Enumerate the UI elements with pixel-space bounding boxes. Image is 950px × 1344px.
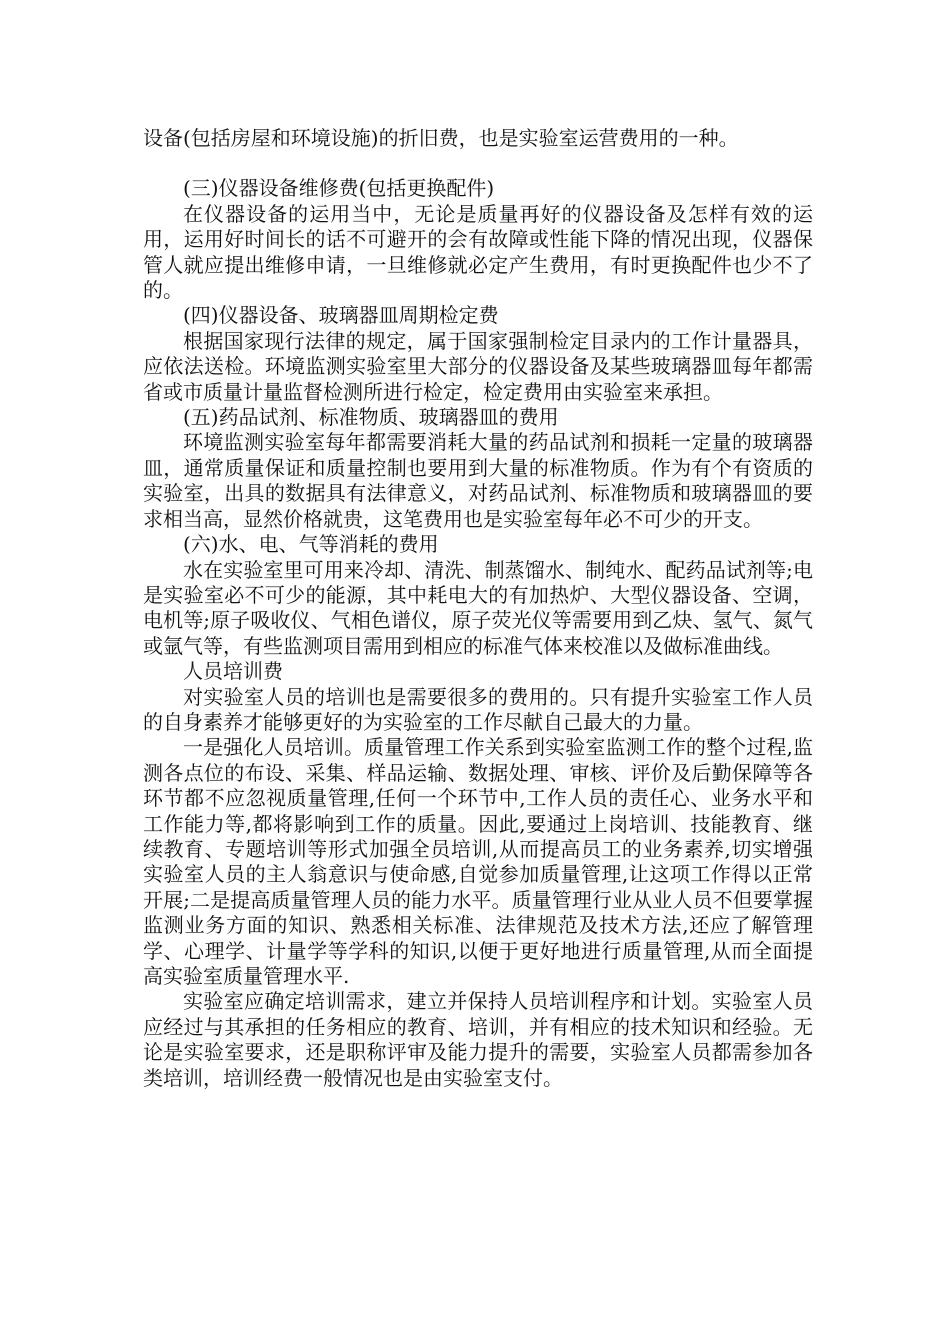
paragraph-equipment-maintenance: 在仪器设备的运用当中，无论是质量再好的仪器设备及怎样有效的运用，运用好时间长的话不可避开的会有故障或性能下降的情况出现，仪器保管人就应提出维修申请，一旦维修就必定产生费用，有时更换配件也少不了的。 [143, 201, 813, 303]
paragraph-utilities: 水在实验室里可用来冷却、清洗、制蒸馏水、制纯水、配药品试剂等;电是实验室必不可少的能源，其中耗电大的有加热炉、大型仪器设备、空调，电机等;原子吸收仪、气相色谱仪，原子荧光仪等需要用到乙炔、氢气、氮气或氩气等，有些监测项目需用到相应的标准气体来校准以及做标准曲线。 [143, 557, 813, 658]
paragraph-training-details: 一是强化人员培训。质量管理工作关系到实验室监测工作的整个过程,监测各点位的布设、采集、样品运输、数据处理、审核、评价及后勤保障等各环节都不应忽视质量管理,任何一个环节中,工作人员的责任心、业务水平和工作能力等,都将影响到工作的质量。因此,要通过上岗培训、技能教育、继续教育、专题培训等形式加强全员培训,从而提高员工的业务素养,切实增强实验室人员的主人翁意识与使命感,自觉参加质量管理,让这项工作得以正常开展;二是提高质量管理人员的能力水平。质量管理行业从业人员不但要掌握监测业务方面的知识、熟悉相关标准、法律规范及技术方法,还应了解管理学、心理学、计量学等学科的知识,以便于更好地进行质量管理,从而全面提高实验室质量管理水平. [143, 735, 813, 988]
paragraph-training-intro: 对实验室人员的培训也是需要很多的费用的。只有提升实验室工作人员的自身素养才能够更好的为实验室的工作尽献自己最大的力量。 [143, 684, 813, 734]
paragraph-depreciation: 设备(包括房屋和环境设施)的折旧费，也是实验室运营费用的一种。 [143, 126, 739, 150]
heading-reagents: (五)药品试剂、标准物质、玻璃器皿的费用 [183, 405, 559, 430]
heading-calibration-fee: (四)仪器设备、玻璃器皿周期检定费 [183, 303, 499, 328]
paragraph-training-requirements: 实验室应确定培训需求，建立并保持人员培训程序和计划。实验室人员应经过与其承担的任务相应的教育、培训，并有相应的技术知识和经验。无论是实验室要求，还是职称评审及能力提升的需要，实验室人员都需参加各类培训，培训经费一般情况也是由实验室支付。 [143, 989, 813, 1090]
paragraph-calibration-fee: 根据国家现行法律的规定，属于国家强制检定目录内的工作计量器具，应依法送检。环境监测实验室里大部分的仪器设备及某些玻璃器皿每年都需省或市质量计量监督检测所进行检定，检定费用由实验室来承担。 [143, 328, 813, 404]
document-body [143, 126, 813, 1091]
heading-equipment-maintenance: (三)仪器设备维修费(包括更换配件) [183, 176, 495, 201]
heading-utilities: (六)水、电、气等消耗的费用 [183, 532, 439, 557]
heading-training-fee: 人员培训费 [183, 659, 283, 684]
paragraph-reagents: 环境监测实验室每年都需要消耗大量的药品试剂和损耗一定量的玻璃器皿，通常质量保证和质量控制也要用到大量的标准物质。作为有个有资质的实验室，出具的数据具有法律意义，对药品试剂、标准物质和玻璃器皿的要求相当高，显然价格就贵，这笔费用也是实验室每年必不可少的开支。 [143, 430, 813, 531]
